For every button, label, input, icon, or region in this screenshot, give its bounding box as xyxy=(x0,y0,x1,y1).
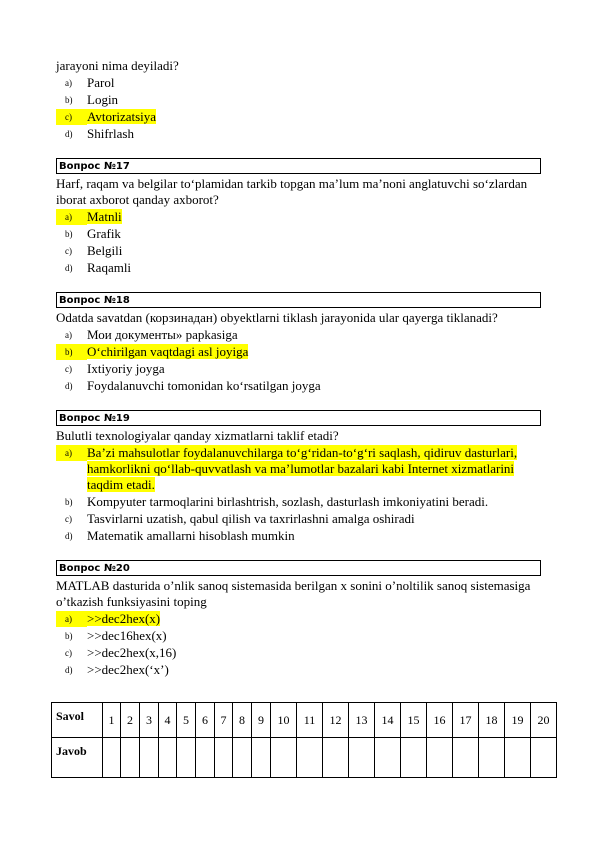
option-text: Foydalanuvchi tomonidan ko‘rsatilgan joyga xyxy=(87,378,321,393)
option-letter: d) xyxy=(65,381,73,391)
answer-cell[interactable] xyxy=(140,738,159,778)
answer-cell[interactable] xyxy=(531,738,557,778)
option-letter: d) xyxy=(65,531,73,541)
option-text: Matematik amallarni hisoblash mumkin xyxy=(87,528,295,543)
answer-cell[interactable] xyxy=(252,738,271,778)
q18-option-a xyxy=(56,327,541,343)
q16-option-a xyxy=(56,75,541,91)
q19-option-c xyxy=(56,511,541,527)
question-19-text: Bulutli texnologiyalar qanday xizmatlarni taklif etadi? xyxy=(56,428,339,443)
question-number-cell: 11 xyxy=(297,703,323,738)
option-letter: c) xyxy=(65,246,72,256)
answer-row-label: Javob xyxy=(52,738,103,778)
question-number-cell: 16 xyxy=(427,703,453,738)
answer-cell[interactable] xyxy=(375,738,401,778)
option-text: Ixtiyoriy joyga xyxy=(87,361,165,376)
question-number-cell: 1 xyxy=(103,703,121,738)
option-text: Raqamli xyxy=(87,260,132,275)
option-letter: c) xyxy=(56,109,87,125)
q18-option-c xyxy=(56,361,541,377)
option-text: >>dec2hex(x,16) xyxy=(87,645,177,660)
question-16-text: jarayoni nima deyiladi? xyxy=(56,58,179,73)
option-text: >>dec16hex(x) xyxy=(87,628,167,643)
option-text: Matnli xyxy=(87,209,122,224)
question-number-cell: 6 xyxy=(196,703,215,738)
question-row-label: Savol xyxy=(52,703,103,738)
option-text: Login xyxy=(87,92,119,107)
option-letter: a) xyxy=(56,445,87,461)
q17-option-d xyxy=(56,260,541,276)
answer-cell[interactable] xyxy=(159,738,177,778)
q20-option-d xyxy=(56,662,541,678)
answer-cell[interactable] xyxy=(349,738,375,778)
question-18-text: Odatda savatdan (корзинадан) obyektlarni tiklash jarayonida ular qayerga tiklanadi? xyxy=(56,310,498,325)
option-text: Kompyuter tarmoqlarini birlashtrish, sozlash, dasturlash imkoniyatini beradi. xyxy=(87,494,489,509)
question-number-cell: 20 xyxy=(531,703,557,738)
option-letter: d) xyxy=(65,263,73,273)
question-number-cell: 10 xyxy=(271,703,297,738)
option-letter: c) xyxy=(65,364,72,374)
question-number-cell: 19 xyxy=(505,703,531,738)
answer-cell[interactable] xyxy=(177,738,196,778)
option-text: O‘chirilgan vaqtdagi asl joyiga xyxy=(87,344,249,359)
answer-cell[interactable] xyxy=(297,738,323,778)
q16-option-b xyxy=(56,92,541,108)
answer-cell[interactable] xyxy=(427,738,453,778)
option-text: >>dec2hex(‘x’) xyxy=(87,662,169,677)
option-letter: a) xyxy=(56,611,87,627)
option-letter: b) xyxy=(65,497,73,507)
q19-option-d xyxy=(56,528,541,544)
option-letter: d) xyxy=(65,129,73,139)
question-number-cell: 4 xyxy=(159,703,177,738)
answer-cell[interactable] xyxy=(271,738,297,778)
q17-option-b xyxy=(56,226,541,242)
q20-option-c xyxy=(56,645,541,661)
question-20-text: MATLAB dasturida o’nlik sanoq sistemasida berilgan x sonini o’noltilik sanoq sistemasiga o’tkazish funksiyasini toping xyxy=(56,578,531,609)
q20-option-a-correct xyxy=(56,611,541,627)
q16-option-c-correct xyxy=(56,109,541,125)
option-letter: a) xyxy=(65,78,72,88)
option-letter: c) xyxy=(65,514,72,524)
option-text: Shifrlash xyxy=(87,126,134,141)
question-number-cell: 15 xyxy=(401,703,427,738)
q20-option-b xyxy=(56,628,541,644)
option-text: Avtorizatsiya xyxy=(87,109,157,124)
question-number-cell: 5 xyxy=(177,703,196,738)
answer-cell[interactable] xyxy=(215,738,233,778)
q19-option-a-correct xyxy=(56,445,541,493)
q18-option-d xyxy=(56,378,541,394)
answer-cell[interactable] xyxy=(505,738,531,778)
question-number-cell: 8 xyxy=(233,703,252,738)
answer-cell[interactable] xyxy=(233,738,252,778)
option-text: >>dec2hex(x) xyxy=(87,611,161,626)
question-number-cell: 14 xyxy=(375,703,401,738)
option-letter: b) xyxy=(65,95,73,105)
answer-table xyxy=(51,702,557,778)
q19-option-b xyxy=(56,494,541,510)
question-number-cell: 18 xyxy=(479,703,505,738)
option-text: Belgili xyxy=(87,243,123,258)
answer-cell[interactable] xyxy=(121,738,140,778)
question-18-header: Вопрос №18 xyxy=(56,292,541,308)
option-letter: c) xyxy=(65,648,72,658)
question-number-cell: 7 xyxy=(215,703,233,738)
option-text: Ba’zi mahsulotlar foydalanuvchilarga to‘g‘ridan-to‘g‘ri saqlash, qidiruv dasturlari, hamkorlikni qo‘llab-quvvatlash va ma’lumotlar bazalari kabi Internet xizmatlarini taqdim etadi. xyxy=(87,445,518,492)
option-text: Tasvirlarni uzatish, qabul qilish va taxrirlashni amalga oshiradi xyxy=(87,511,415,526)
option-letter: a) xyxy=(65,330,72,340)
answer-cell[interactable] xyxy=(453,738,479,778)
answer-cell[interactable] xyxy=(401,738,427,778)
option-letter: b) xyxy=(65,229,73,239)
option-letter: a) xyxy=(56,209,87,225)
question-20-header: Вопрос №20 xyxy=(56,560,541,576)
question-number-cell: 13 xyxy=(349,703,375,738)
question-number-cell: 17 xyxy=(453,703,479,738)
q17-option-c xyxy=(56,243,541,259)
answer-cell[interactable] xyxy=(323,738,349,778)
option-letter: b) xyxy=(56,344,87,360)
question-17-header: Вопрос №17 xyxy=(56,158,541,174)
option-letter: d) xyxy=(65,665,73,675)
answer-cell[interactable] xyxy=(196,738,215,778)
answer-table-question-row xyxy=(52,703,557,738)
option-text: Parol xyxy=(87,75,115,90)
option-text: Мои документы» papkasiga xyxy=(87,327,238,342)
question-19-header: Вопрос №19 xyxy=(56,410,541,426)
q16-option-d xyxy=(56,126,541,142)
document-body xyxy=(56,58,541,678)
question-number-cell: 12 xyxy=(323,703,349,738)
answer-cell[interactable] xyxy=(103,738,121,778)
q18-option-b-correct xyxy=(56,344,541,360)
option-text: Grafik xyxy=(87,226,121,241)
question-number-cell: 2 xyxy=(121,703,140,738)
option-letter: b) xyxy=(65,631,73,641)
question-number-cell: 9 xyxy=(252,703,271,738)
answer-table-answer-row xyxy=(52,738,557,778)
q17-option-a-correct xyxy=(56,209,541,225)
question-number-cell: 3 xyxy=(140,703,159,738)
answer-cell[interactable] xyxy=(479,738,505,778)
question-17-text: Harf, raqam va belgilar to‘plamidan tarkib topgan ma’lum ma’noni anglatuvchi so‘zlardan iborat axborot qanday axborot? xyxy=(56,176,528,207)
